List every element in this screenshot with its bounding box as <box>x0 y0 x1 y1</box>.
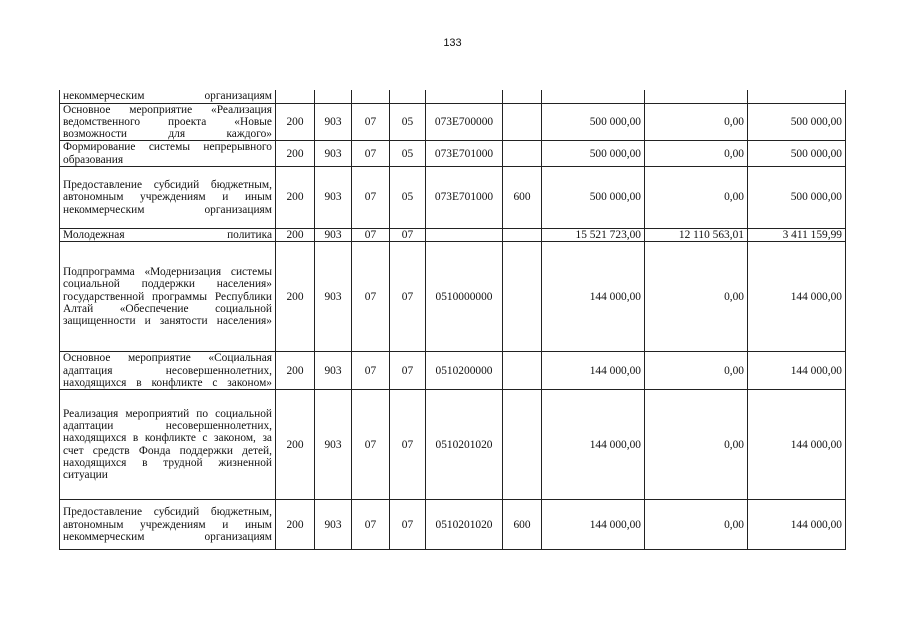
amount-planned: 144 000,00 <box>542 390 645 500</box>
amount-planned <box>542 90 645 103</box>
table-row <box>60 242 846 352</box>
code-target-article: 0510201020 <box>426 390 503 500</box>
table-row <box>60 166 846 228</box>
amount-remaining: 144 000,00 <box>748 242 846 352</box>
code-expense-type <box>503 228 542 241</box>
amount-planned: 144 000,00 <box>542 500 645 550</box>
code-division: 07 <box>352 103 390 141</box>
code-expense-type: 600 <box>503 166 542 228</box>
code-target-article <box>426 228 503 241</box>
code-section: 200 <box>276 228 315 241</box>
code-division: 07 <box>352 242 390 352</box>
table-row <box>60 90 846 103</box>
code-division: 07 <box>352 352 390 390</box>
amount-remaining: 500 000,00 <box>748 141 846 167</box>
code-expense-type <box>503 103 542 141</box>
code-division: 07 <box>352 141 390 167</box>
code-target-article: 073E700000 <box>426 103 503 141</box>
amount-remaining: 144 000,00 <box>748 390 846 500</box>
row-description: Реализация мероприятий по социальной адаптации несовершеннолетних, находящихся в конфликте с законом, за счет средств Фонда поддержки детей, находящихся в трудной жизненной ситуации <box>60 390 276 500</box>
code-target-article: 0510201020 <box>426 500 503 550</box>
code-ministry <box>315 90 352 103</box>
code-ministry: 903 <box>315 390 352 500</box>
amount-executed: 12 110 563,01 <box>645 228 748 241</box>
code-division: 07 <box>352 166 390 228</box>
code-division: 07 <box>352 228 390 241</box>
amount-remaining: 500 000,00 <box>748 166 846 228</box>
amount-planned: 500 000,00 <box>542 166 645 228</box>
code-expense-type: 600 <box>503 500 542 550</box>
code-subdivision: 07 <box>390 228 426 241</box>
row-description: Предоставление субсидий бюджетным, автономным учреждениям и иным некоммерческим организациям <box>60 166 276 228</box>
code-target-article <box>426 90 503 103</box>
code-ministry: 903 <box>315 242 352 352</box>
code-target-article: 0510000000 <box>426 242 503 352</box>
code-division <box>352 90 390 103</box>
amount-planned: 15 521 723,00 <box>542 228 645 241</box>
code-section: 200 <box>276 141 315 167</box>
amount-remaining: 144 000,00 <box>748 352 846 390</box>
amount-planned: 500 000,00 <box>542 141 645 167</box>
code-ministry: 903 <box>315 103 352 141</box>
amount-executed <box>645 90 748 103</box>
code-subdivision: 07 <box>390 390 426 500</box>
table-row <box>60 141 846 167</box>
amount-executed: 0,00 <box>645 103 748 141</box>
amount-executed: 0,00 <box>645 352 748 390</box>
code-ministry: 903 <box>315 141 352 167</box>
table-row <box>60 228 846 241</box>
code-target-article: 073E701000 <box>426 141 503 167</box>
code-subdivision: 05 <box>390 141 426 167</box>
amount-remaining: 3 411 159,99 <box>748 228 846 241</box>
code-section: 200 <box>276 390 315 500</box>
code-expense-type <box>503 141 542 167</box>
code-subdivision: 05 <box>390 166 426 228</box>
amount-remaining: 500 000,00 <box>748 103 846 141</box>
amount-executed: 0,00 <box>645 242 748 352</box>
amount-planned: 500 000,00 <box>542 103 645 141</box>
code-expense-type <box>503 390 542 500</box>
table-row <box>60 103 846 141</box>
table-row <box>60 390 846 500</box>
code-section: 200 <box>276 242 315 352</box>
code-ministry: 903 <box>315 228 352 241</box>
code-subdivision: 07 <box>390 352 426 390</box>
amount-planned: 144 000,00 <box>542 352 645 390</box>
row-description: Предоставление субсидий бюджетным, автономным учреждениям и иным некоммерческим организациям <box>60 500 276 550</box>
row-description: Формирование системы непрерывного образования <box>60 141 276 167</box>
row-description: Основное мероприятие «Социальная адаптация несовершеннолетних, находящихся в конфликте с законом» <box>60 352 276 390</box>
code-target-article: 0510200000 <box>426 352 503 390</box>
code-target-article: 073E701000 <box>426 166 503 228</box>
code-expense-type <box>503 242 542 352</box>
code-expense-type <box>503 90 542 103</box>
amount-executed: 0,00 <box>645 500 748 550</box>
row-description: Основное мероприятие «Реализация ведомственного проекта «Новые возможности для каждого» <box>60 103 276 141</box>
code-ministry: 903 <box>315 166 352 228</box>
table-row <box>60 500 846 550</box>
row-description: некоммерческим организациям <box>60 90 276 103</box>
amount-executed: 0,00 <box>645 166 748 228</box>
code-section: 200 <box>276 352 315 390</box>
code-section: 200 <box>276 166 315 228</box>
row-description: Молодежная политика <box>60 228 276 241</box>
amount-remaining <box>748 90 846 103</box>
code-division: 07 <box>352 500 390 550</box>
amount-planned: 144 000,00 <box>542 242 645 352</box>
code-section <box>276 90 315 103</box>
budget-table <box>59 90 846 550</box>
amount-executed: 0,00 <box>645 390 748 500</box>
code-subdivision: 07 <box>390 242 426 352</box>
code-subdivision: 07 <box>390 500 426 550</box>
code-division: 07 <box>352 390 390 500</box>
amount-remaining: 144 000,00 <box>748 500 846 550</box>
code-subdivision: 05 <box>390 103 426 141</box>
row-description: Подпрограмма «Модернизация системы социальной поддержки населения» государственной программы Республики Алтай «Обеспечение социальной защищенности и занятости населения» <box>60 242 276 352</box>
page-number: 133 <box>443 37 462 49</box>
code-ministry: 903 <box>315 352 352 390</box>
code-subdivision <box>390 90 426 103</box>
code-expense-type <box>503 352 542 390</box>
code-section: 200 <box>276 500 315 550</box>
code-section: 200 <box>276 103 315 141</box>
amount-executed: 0,00 <box>645 141 748 167</box>
code-ministry: 903 <box>315 500 352 550</box>
table-row <box>60 352 846 390</box>
